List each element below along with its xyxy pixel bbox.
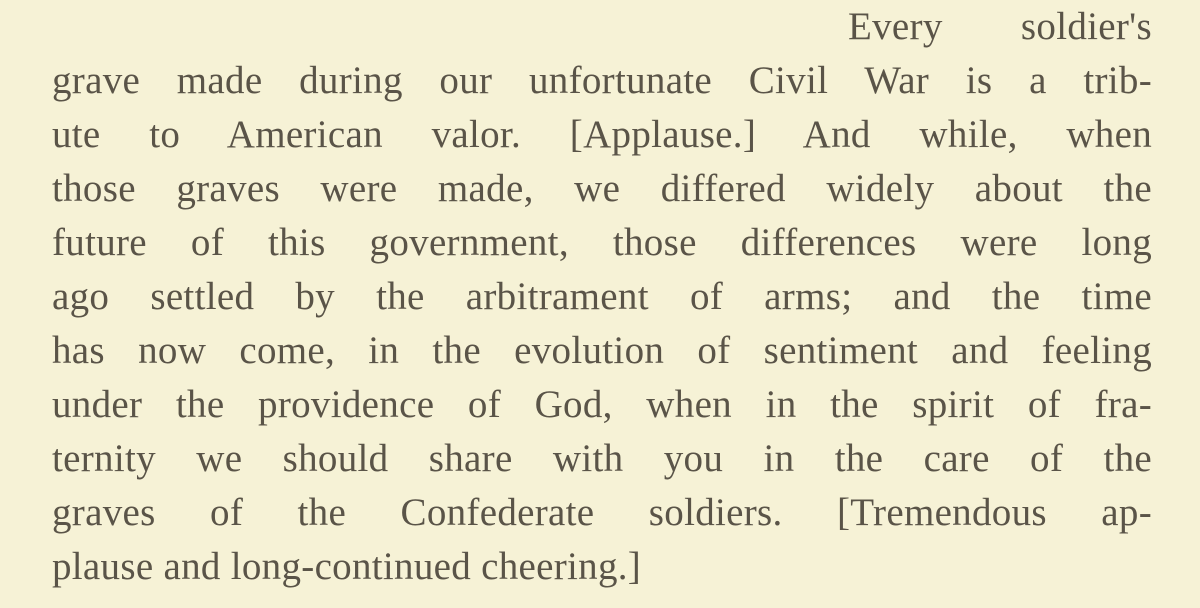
text-line-4: those graves were made, we differed widely about the: [52, 167, 1152, 210]
text-line-2: grave made during our unfortunate Civil War is a trib-: [52, 59, 1152, 102]
text-line-3: ute to American valor. [Applause.] And while, when: [52, 113, 1152, 156]
text-line-11: plause and long-continued cheering.]: [52, 545, 642, 588]
text-line-9: ternity we should share with you in the care of the: [52, 437, 1152, 480]
text-line-1: Every soldier's: [848, 5, 1152, 48]
text-line-7: has now come, in the evolution of sentiment and feeling: [52, 329, 1152, 372]
text-line-10: graves of the Confederate soldiers. [Tremendous ap-: [52, 491, 1152, 534]
text-line-5: future of this government, those differences were long: [52, 221, 1152, 264]
text-line-8: under the providence of God, when in the spirit of fra-: [52, 383, 1152, 426]
text-line-6: ago settled by the arbitrament of arms; and the time: [52, 275, 1152, 318]
